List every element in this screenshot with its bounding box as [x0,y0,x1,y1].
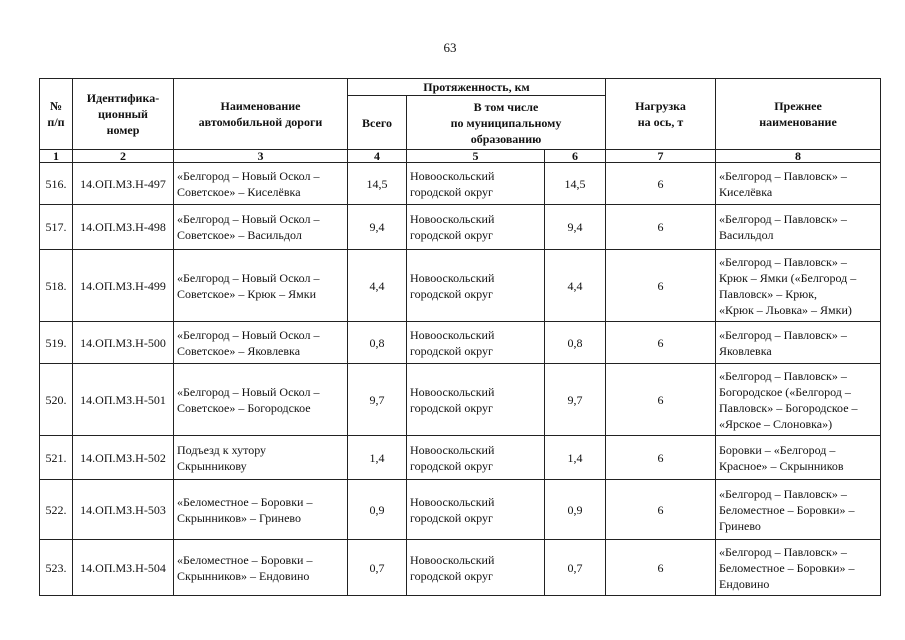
road-identifier: 14.ОП.МЗ.Н-504 [73,540,174,596]
column-number: 3 [174,150,348,163]
length-total: 0,9 [348,480,407,540]
length-total: 14,5 [348,163,407,205]
former-name: «Белгород – Павловск» – Киселёвка [716,163,881,205]
length-total: 0,7 [348,540,407,596]
length-total: 9,4 [348,205,407,250]
municipal-district: Новооскольский городской округ [407,205,545,250]
header-length-group: Протяженность, км [348,79,606,96]
header-total: Всего [348,96,407,150]
municipal-district: Новооскольский городской округ [407,163,545,205]
column-numbers-row [40,150,881,163]
axle-load: 6 [606,480,716,540]
column-number: 8 [716,150,881,163]
municipal-district: Новооскольский городской округ [407,480,545,540]
length-municipal: 1,4 [545,436,606,480]
header-row-number: № п/п [40,79,73,150]
road-identifier: 14.ОП.МЗ.Н-503 [73,480,174,540]
table-row [40,364,881,436]
row-number: 522. [40,480,73,540]
former-name: Боровки – «Белгород – Красное» – Скрынников [716,436,881,480]
axle-load: 6 [606,163,716,205]
length-municipal: 9,4 [545,205,606,250]
axle-load: 6 [606,436,716,480]
column-number: 7 [606,150,716,163]
column-number: 1 [40,150,73,163]
row-number: 521. [40,436,73,480]
row-number: 516. [40,163,73,205]
table-row [40,322,881,364]
length-municipal: 0,9 [545,480,606,540]
axle-load: 6 [606,540,716,596]
road-identifier: 14.ОП.МЗ.Н-500 [73,322,174,364]
municipal-district: Новооскольский городской округ [407,540,545,596]
road-name: «Белгород – Новый Оскол – Советское» – Васильдол [174,205,348,250]
header-municipal: В том числе по муниципальному образованию [407,96,606,150]
column-number: 5 [407,150,545,163]
page-number: 63 [443,40,457,55]
roads-table [39,78,881,596]
axle-load: 6 [606,205,716,250]
road-name: «Белгород – Новый Оскол – Советское» – Богородское [174,364,348,436]
column-number: 4 [348,150,407,163]
axle-load: 6 [606,322,716,364]
length-municipal: 9,7 [545,364,606,436]
table-row [40,540,881,596]
column-number: 6 [545,150,606,163]
former-name: «Белгород – Павловск» – Крюк – Ямки («Белгород – Павловск» – Крюк, «Крюк – Льовка» – Ямки) [716,250,881,322]
road-identifier: 14.ОП.МЗ.Н-502 [73,436,174,480]
length-municipal: 0,7 [545,540,606,596]
road-identifier: 14.ОП.МЗ.Н-498 [73,205,174,250]
municipal-district: Новооскольский городской округ [407,250,545,322]
row-number: 517. [40,205,73,250]
road-name: «Беломестное – Боровки – Скрынников» – Ендовино [174,540,348,596]
length-total: 0,8 [348,322,407,364]
municipal-district: Новооскольский городской округ [407,436,545,480]
former-name: «Белгород – Павловск» – Беломестное – Боровки» – Ендовино [716,540,881,596]
row-number: 518. [40,250,73,322]
length-municipal: 0,8 [545,322,606,364]
length-total: 1,4 [348,436,407,480]
former-name: «Белгород – Павловск» – Васильдол [716,205,881,250]
table-row [40,205,881,250]
row-number: 519. [40,322,73,364]
road-identifier: 14.ОП.МЗ.Н-501 [73,364,174,436]
table-row [40,163,881,205]
axle-load: 6 [606,364,716,436]
length-municipal: 4,4 [545,250,606,322]
road-name: «Белгород – Новый Оскол – Советское» – Киселёвка [174,163,348,205]
road-identifier: 14.ОП.МЗ.Н-497 [73,163,174,205]
header-axle-load: Нагрузка на ось, т [606,79,716,150]
length-total: 9,7 [348,364,407,436]
header-former-name: Прежнее наименование [716,79,881,150]
table-row [40,436,881,480]
length-total: 4,4 [348,250,407,322]
axle-load: 6 [606,250,716,322]
row-number: 523. [40,540,73,596]
road-name: Подъезд к хутору Скрынникову [174,436,348,480]
header-identifier: Идентифика- ционный номер [73,79,174,150]
table-row [40,480,881,540]
road-name: «Белгород – Новый Оскол – Советское» – Крюк – Ямки [174,250,348,322]
table-row [40,250,881,322]
column-number: 2 [73,150,174,163]
former-name: «Белгород – Павловск» – Беломестное – Боровки» – Гринево [716,480,881,540]
municipal-district: Новооскольский городской округ [407,364,545,436]
length-municipal: 14,5 [545,163,606,205]
header-road-name: Наименование автомобильной дороги [174,79,348,150]
road-name: «Беломестное – Боровки – Скрынников» – Гринево [174,480,348,540]
former-name: «Белгород – Павловск» – Богородское («Белгород – Павловск» – Богородское – «Ярское – Слоновка») [716,364,881,436]
road-name: «Белгород – Новый Оскол – Советское» – Яковлевка [174,322,348,364]
row-number: 520. [40,364,73,436]
municipal-district: Новооскольский городской округ [407,322,545,364]
former-name: «Белгород – Павловск» – Яковлевка [716,322,881,364]
road-identifier: 14.ОП.МЗ.Н-499 [73,250,174,322]
